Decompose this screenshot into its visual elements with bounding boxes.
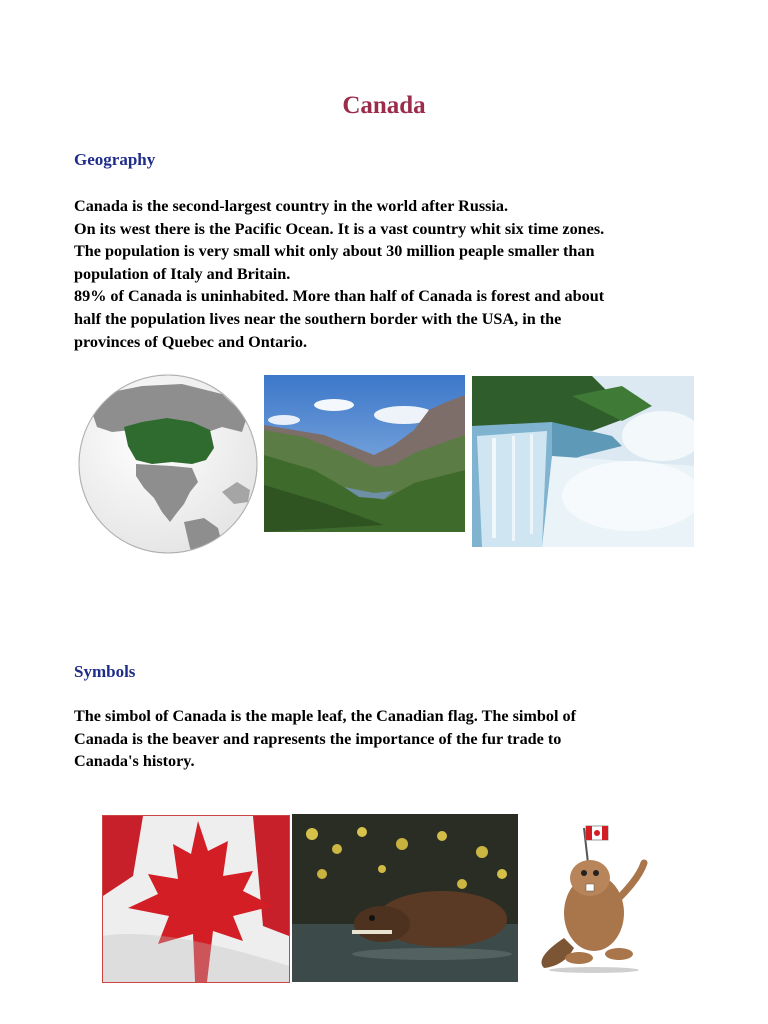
text-line: population of Italy and Britain. [74,264,291,283]
text-line: half the population lives near the southern border with the USA, in the [74,309,562,328]
geography-paragraph [74,195,714,353]
text-line: The population is very small whit only about 30 million peaple smaller than [74,242,595,261]
canadian-flag-image [102,815,290,983]
text-line: The simbol of Canada is the maple leaf, the Canadian flag. The simbol of [74,707,577,725]
text-line: Canada is the beaver and rapresents the importance of the fur trade to [74,729,562,748]
section-heading-symbols: Symbols [74,662,136,681]
text-line: Canada is the second-largest country in the world after Russia. [74,197,509,215]
text-line: provinces of Quebec and Ontario. [74,332,308,351]
niagara-falls-image [472,376,694,547]
beaver-photo-image [292,814,518,982]
page-title: Canada [342,92,426,119]
cartoon-beaver-image [524,818,660,974]
symbols-paragraph [74,705,714,773]
text-line: 89% of Canada is uninhabited. More than half of Canada is forest and about [74,287,605,306]
mountain-valley-image [264,375,465,532]
section-heading-geography: Geography [74,150,156,169]
text-line: On its west there is the Pacific Ocean. It is a vast country whit six time zones. [74,219,605,238]
globe-map-image [72,372,262,556]
text-line: Canada's history. [74,752,195,771]
